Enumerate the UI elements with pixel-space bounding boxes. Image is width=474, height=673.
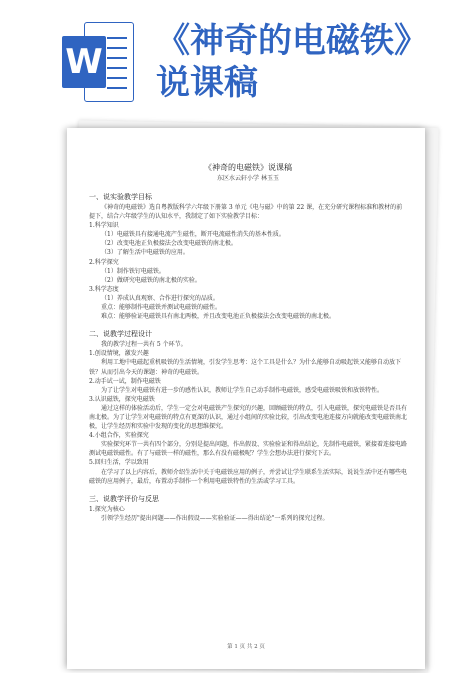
page-footer: 第 1 页 共 2 页 bbox=[227, 644, 265, 650]
word-letter-icon: W bbox=[62, 36, 106, 88]
subheading: 2.动手试一试，制作电磁铁 bbox=[89, 377, 161, 385]
document-page bbox=[67, 128, 425, 669]
list-item: （1）养成认真观察、合作进行探究的品质。 bbox=[101, 294, 219, 302]
word-icon bbox=[62, 22, 134, 102]
banner-title bbox=[156, 20, 428, 104]
list-item: （3）了解生活中电磁铁的应用。 bbox=[101, 249, 189, 257]
subheading: 1.创设情境，激发兴趣 bbox=[89, 350, 149, 358]
subheading: 5.回归生活，学以致用 bbox=[89, 459, 149, 467]
subheading: 3.科学态度 bbox=[89, 285, 119, 293]
paragraph: 在学习了以上内容后，教师介绍生活中关于电磁铁应用的例子，并尝试让学生联系生活实际，说说生活中还有哪些电磁铁的应用例子，最后，布置动手制作一个利用电磁铁特性的生活或学习工具。 bbox=[89, 468, 408, 485]
subheading: 1.科学知识 bbox=[89, 222, 119, 230]
list-item: （1）电磁铁具有接通电流产生磁性，断开电流磁性消失的基本性质。 bbox=[101, 231, 285, 239]
paragraph: 《神奇的电磁铁》选自粤教版科学六年级下册第 3 单元《电与磁》中的第 22 课，在充分研究课程标准和教材的前提下，结合六年级学生的认知水平，我制定了如下实验教学目标： bbox=[89, 204, 403, 221]
banner-title-line2: 说课稿 bbox=[156, 63, 258, 103]
section-heading: 三、说教学评价与反思 bbox=[89, 494, 159, 503]
paragraph: 为了让学生对电磁铁有进一步的感性认识，教师让学生自己动手制作电磁铁，感受电磁铁吸铁和放铁特性。 bbox=[101, 386, 384, 394]
section-heading: 二、说教学过程设计 bbox=[89, 330, 152, 339]
paragraph: 通过这样的体验活动后，学生一定会对电磁铁产生探究的兴趣，回顾磁铁的特点，引入电磁铁，探究电磁铁是否具有南北极。为了让学生对电磁铁的特点有更深的认识，通过小组间的实验比较，引出改变电池连接方向就能改变电磁铁南北极，让学生经历和实验中发现的变化的思想维探究。 bbox=[89, 404, 408, 431]
list-item: 重点：能够制作电磁铁并测试电磁铁的磁性。 bbox=[101, 304, 222, 312]
section-heading: 一、说实验教学目标 bbox=[89, 193, 152, 201]
subheading: 4.小组合作，实验探究 bbox=[89, 432, 149, 440]
paragraph: 利用工地中电磁起重机吸铁的生活情境，引发学生思考：这个工具是什么？为什么能够自动吸起铁又能够自动放下铁？从而引出今天的课题：神奇的电磁铁。 bbox=[89, 359, 402, 376]
paragraph: 引领学生经历"提出问题——作出假设——实验验证——得出结论"一系列的探究过程。 bbox=[101, 514, 329, 522]
paragraph: 实验探究环节一共有四个部分，分别是提出问题，作出假设、实验验证和得出结论，先制作电磁铁，紧接着连接电路测试电磁铁磁性。有了与磁铁一样的磁性，那么有没有磁极呢？学生会想办法进行探究下去。 bbox=[89, 441, 408, 458]
banner-title-line1: 《神奇的电磁铁》 bbox=[156, 21, 428, 61]
doc-author: 东区水云轩小学 林玉玉 bbox=[217, 175, 279, 182]
list-item: （1）制作铁钉电磁铁。 bbox=[101, 267, 165, 275]
list-item: 难点：能够验证电磁铁具有南北两极，并且改变电池正负极接法会改变电磁铁的南北极。 bbox=[101, 313, 336, 321]
paragraph: 我的教学过程一共有 5 个环节。 bbox=[101, 341, 187, 349]
banner bbox=[0, 0, 474, 130]
list-item: （2）改变电池正负极接法会改变电磁铁的南北极。 bbox=[101, 240, 237, 248]
doc-title: 《神奇的电磁铁》说课稿 bbox=[204, 163, 292, 172]
document-body bbox=[89, 162, 407, 523]
subheading: 2.科学探究 bbox=[89, 258, 119, 266]
subheading: 1.探究为核心 bbox=[89, 505, 125, 513]
list-item: （2）做研究电磁铁的南北极的实验。 bbox=[101, 276, 201, 284]
subheading: 3.认识磁铁，探究电磁铁 bbox=[89, 395, 155, 403]
